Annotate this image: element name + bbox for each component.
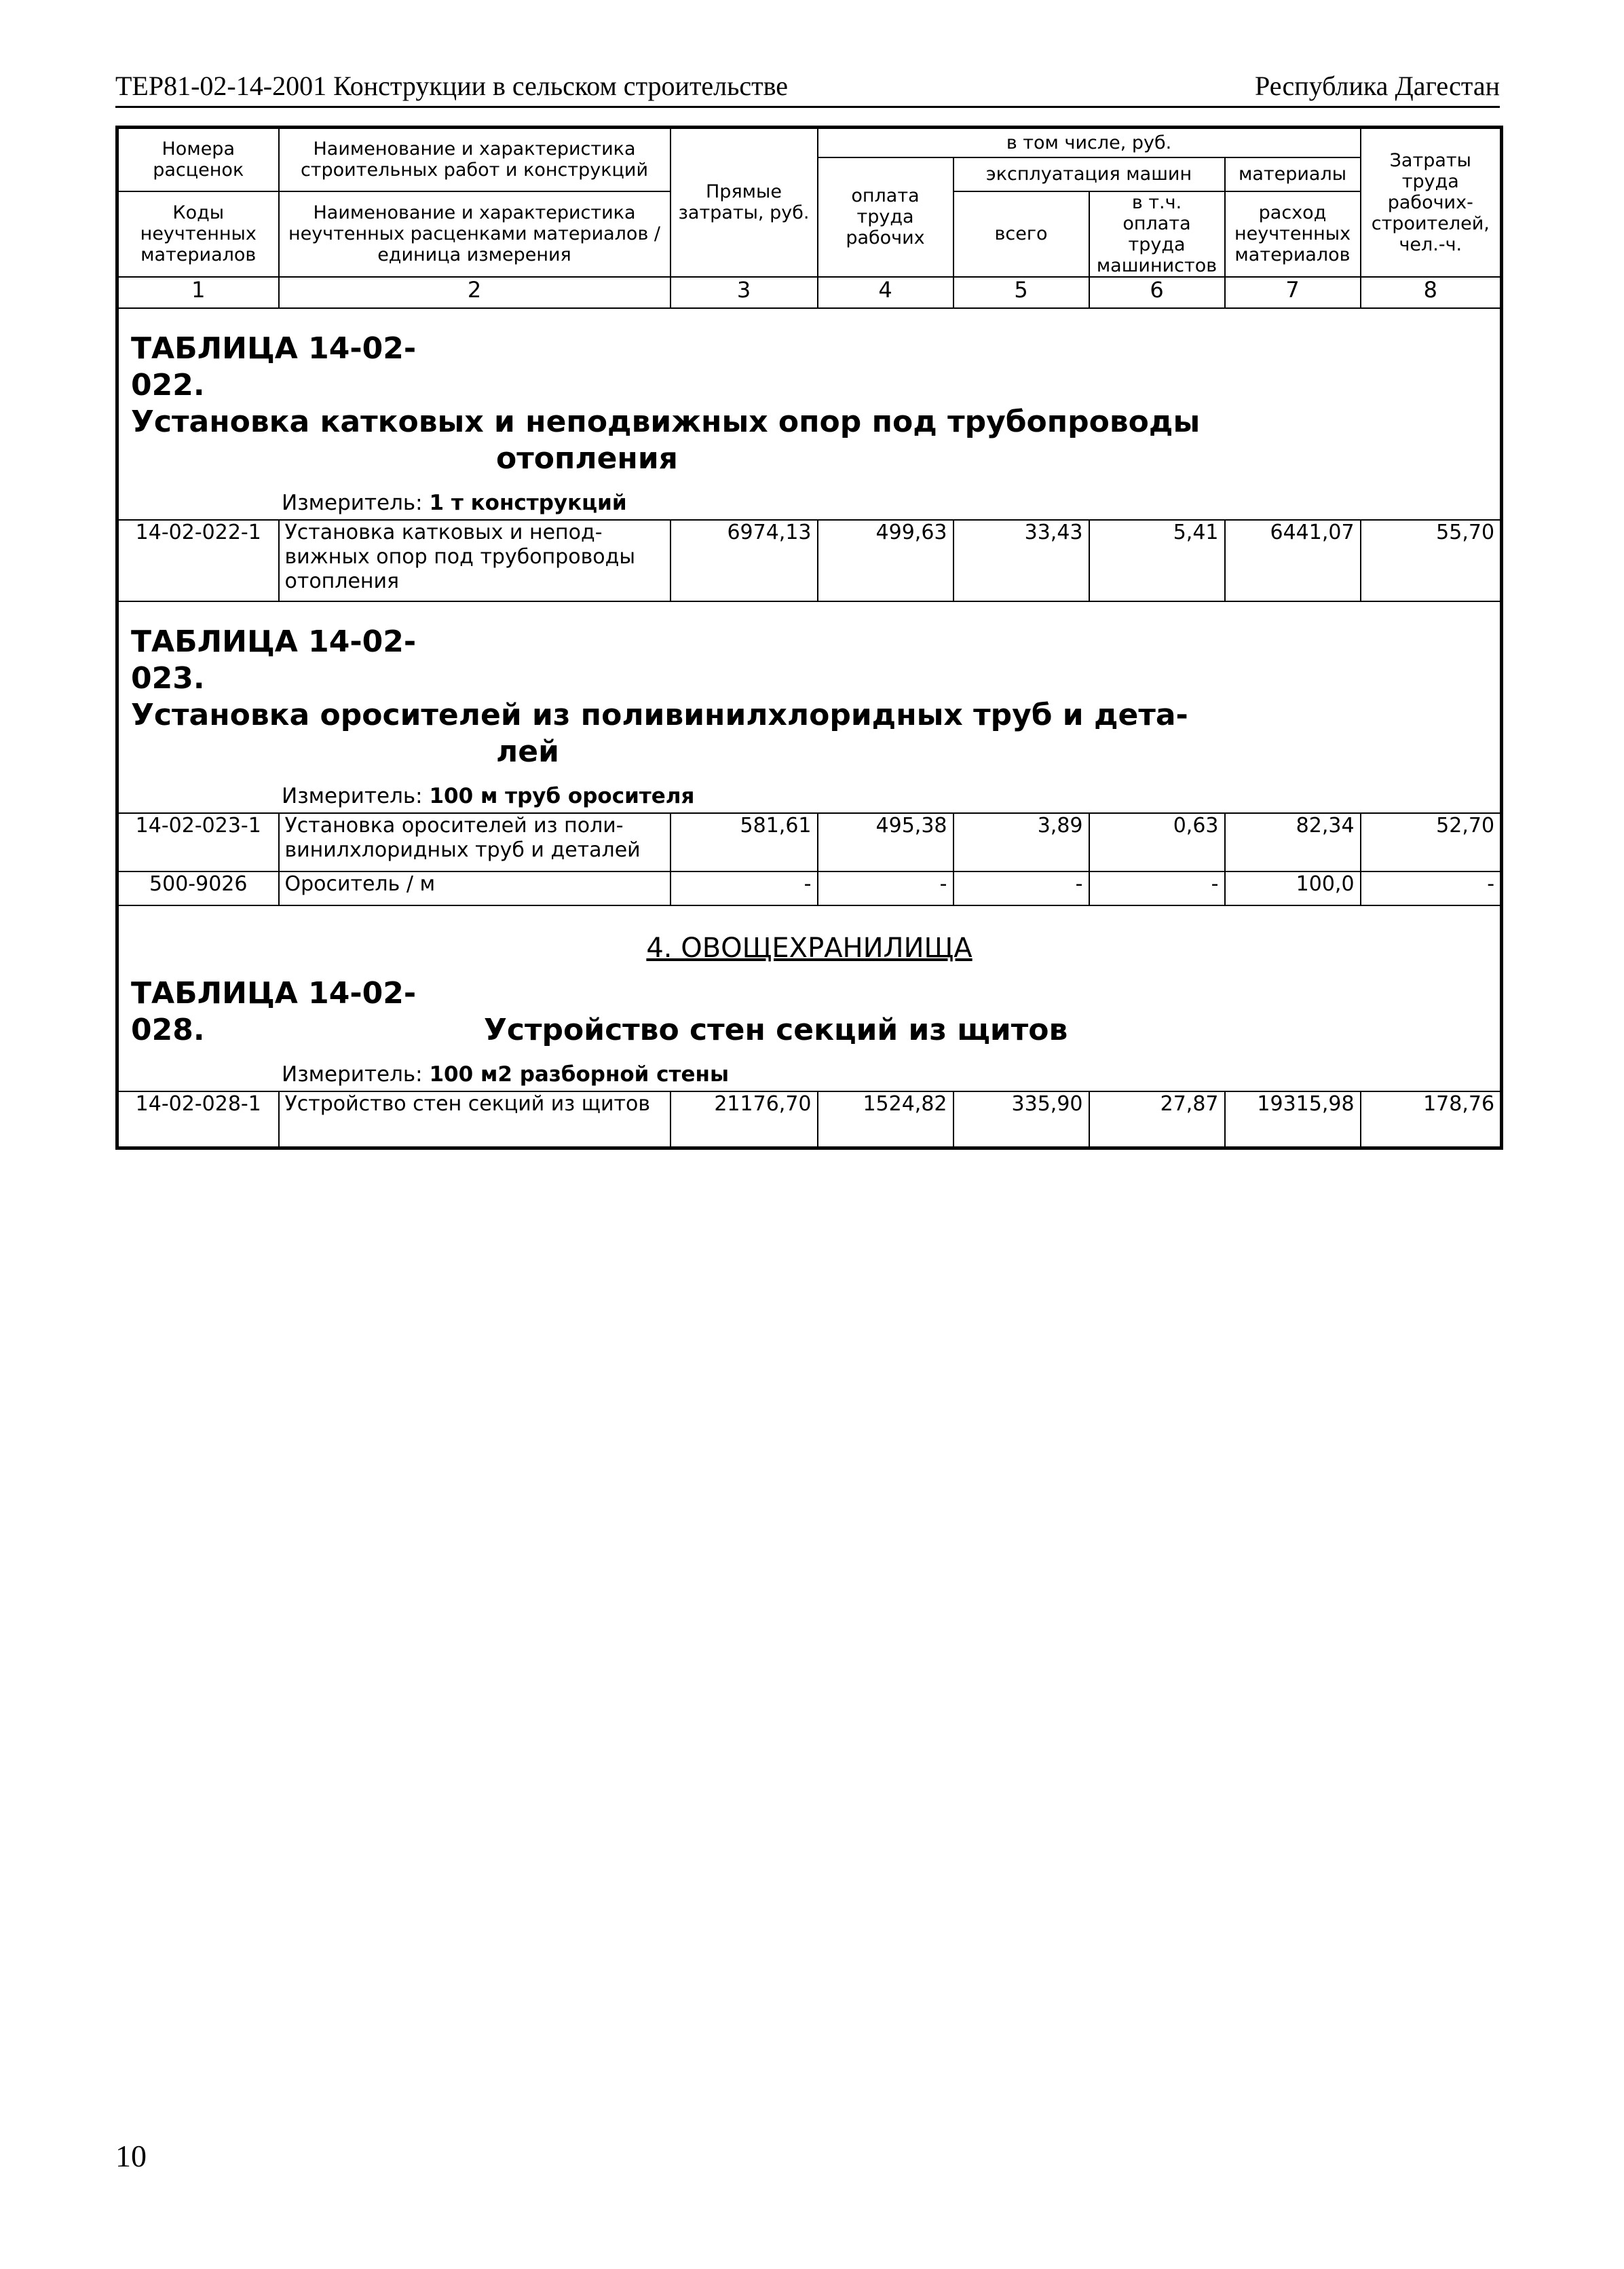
labor-hours: 55,70: [1361, 520, 1502, 601]
measure-value: 100 м2 разборной стены: [429, 1062, 729, 1087]
machinist-pay: 5,41: [1089, 520, 1225, 601]
header-rate-numbers: Номера расценок: [117, 128, 279, 191]
table-title-line1: Установка катковых и неподвижных опор под трубопроводы: [131, 404, 1201, 439]
measure-unit: [119, 770, 1500, 812]
machines-total: 3,89: [953, 813, 1089, 871]
column-number: 5: [953, 277, 1089, 308]
machinist-pay: 0,63: [1089, 813, 1225, 871]
table-row: [117, 871, 1502, 905]
measure-label: Измеритель:: [282, 490, 423, 515]
section-heading: [117, 905, 1502, 1091]
table-title: [119, 960, 1500, 1049]
direct-costs: -: [671, 871, 818, 905]
table-title: [119, 309, 1500, 477]
header-machines-total: всего: [953, 191, 1089, 277]
column-number: 3: [671, 277, 818, 308]
measure-value: 100 м труб оросителя: [429, 783, 695, 808]
material-code: 500-9026: [117, 871, 279, 905]
rate-code: 14-02-023-1: [117, 813, 279, 871]
rate-code: 14-02-028-1: [117, 1091, 279, 1148]
header-labor-hours: Затраты труда рабочих-строителей, чел.-ч.: [1361, 128, 1502, 277]
rate-name: Устройство стен секций из щитов: [279, 1091, 671, 1148]
header-material-consumption: расход неучтенных материалов: [1225, 191, 1361, 277]
table-title-line2: отопления: [496, 440, 678, 476]
chapter-title: 4. ОВОЩЕХРАНИЛИЩА: [646, 932, 972, 964]
measure-label: Измеритель:: [282, 783, 423, 808]
header-region: Республика Дагестан: [1255, 71, 1500, 101]
running-header: [115, 68, 1500, 108]
column-number: 7: [1225, 277, 1361, 308]
column-number: 2: [279, 277, 671, 308]
labor-hours: 178,76: [1361, 1091, 1502, 1148]
section-heading: [117, 601, 1502, 813]
measure-value: 1 т конструкций: [429, 490, 627, 515]
column-number: 4: [818, 277, 953, 308]
direct-costs: 581,61: [671, 813, 818, 871]
header-work-name: Наименование и характеристика строительных работ и конструкций: [279, 128, 671, 191]
rate-name: Установка оросителей из поли-винилхлоридных труб и деталей: [279, 813, 671, 871]
labor-hours: 52,70: [1361, 813, 1502, 871]
header-including: в том числе, руб.: [818, 128, 1361, 157]
table-title: [119, 602, 1500, 770]
table-title-line2: лей: [496, 734, 559, 769]
rates-table: [115, 126, 1503, 1150]
machines-total: -: [953, 871, 1089, 905]
materials-cost: 82,34: [1225, 813, 1361, 871]
table-row: [117, 520, 1502, 601]
table-label: ТАБЛИЦА 14-02-023.: [131, 624, 417, 696]
header-material-name: Наименование и характеристика неучтенных расценками материалов / единица измерения: [279, 191, 671, 277]
column-number: 8: [1361, 277, 1502, 308]
table-title-line1: Устройство стен секций из щитов: [484, 1012, 1068, 1047]
column-number: 1: [117, 277, 279, 308]
materials-cost: 100,0: [1225, 871, 1361, 905]
header-doc-title: ТЕР81-02-14-2001 Конструкции в сельском строительстве: [115, 71, 789, 101]
header-direct-costs: Прямые затраты, руб.: [671, 128, 818, 277]
header-materials: материалы: [1225, 157, 1361, 191]
table-label: ТАБЛИЦА 14-02-028.: [131, 975, 417, 1047]
header-machinist-pay: в т.ч. оплата труда машинистов: [1089, 191, 1225, 277]
measure-unit: [119, 477, 1500, 519]
machinist-pay: 27,87: [1089, 1091, 1225, 1148]
header-machine-operation: эксплуатация машин: [953, 157, 1225, 191]
column-number: 6: [1089, 277, 1225, 308]
direct-costs: 6974,13: [671, 520, 818, 601]
direct-costs: 21176,70: [671, 1091, 818, 1148]
machines-total: 33,43: [953, 520, 1089, 601]
measure-label: Измеритель:: [282, 1062, 423, 1087]
table-row: [117, 813, 1502, 871]
table-title-line1: Установка оросителей из поливинилхлоридных труб и дета-: [131, 697, 1188, 732]
material-name: Ороситель / м: [279, 871, 671, 905]
worker-pay: 1524,82: [818, 1091, 953, 1148]
page-number: 10: [115, 2139, 147, 2173]
machinist-pay: -: [1089, 871, 1225, 905]
materials-cost: 6441,07: [1225, 520, 1361, 601]
measure-unit: [119, 1049, 1500, 1091]
machines-total: 335,90: [953, 1091, 1089, 1148]
worker-pay: -: [818, 871, 953, 905]
worker-pay: 495,38: [818, 813, 953, 871]
materials-cost: 19315,98: [1225, 1091, 1361, 1148]
worker-pay: 499,63: [818, 520, 953, 601]
header-material-codes: Коды неучтенных материалов: [117, 191, 279, 277]
table-row: [117, 1091, 1502, 1148]
table-label: ТАБЛИЦА 14-02-022.: [131, 331, 417, 402]
labor-hours: -: [1361, 871, 1502, 905]
header-worker-pay: оплата труда рабочих: [818, 157, 953, 277]
rate-code: 14-02-022-1: [117, 520, 279, 601]
section-heading: [117, 308, 1502, 520]
rate-name: Установка катковых и непод-вижных опор под трубопроводы отопления: [279, 520, 671, 601]
